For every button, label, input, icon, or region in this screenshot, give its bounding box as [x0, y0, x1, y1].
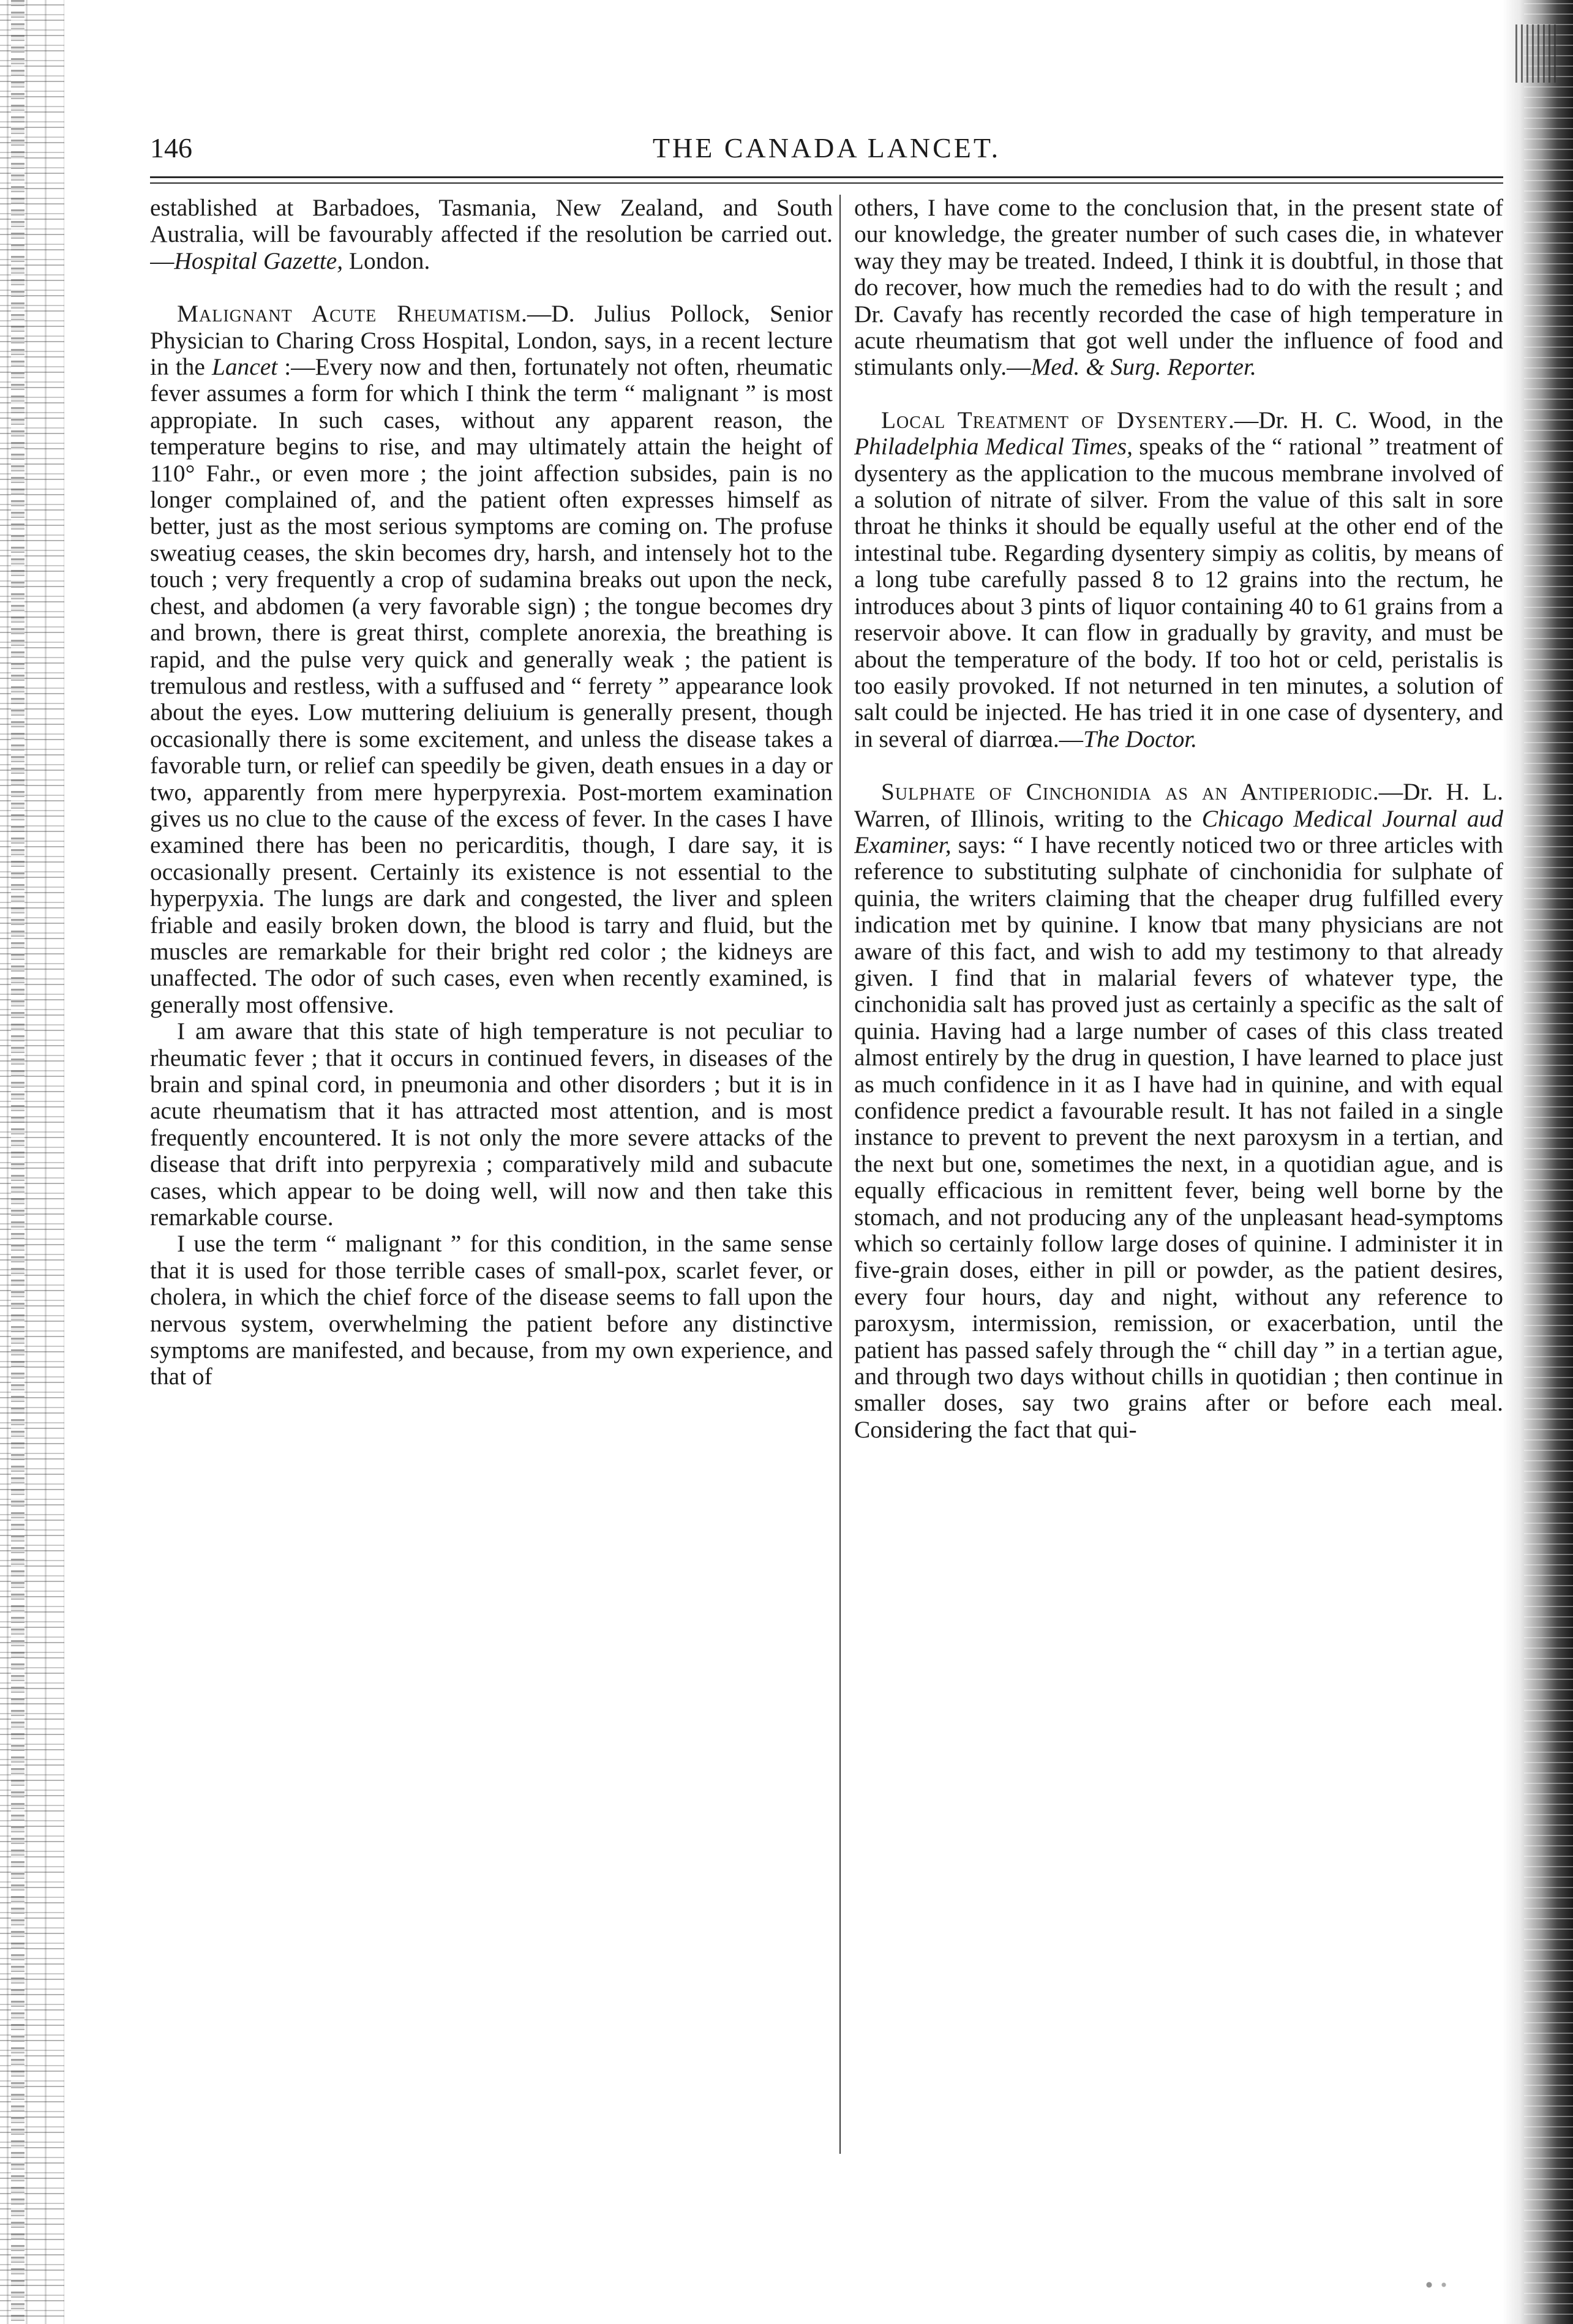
header-rule — [150, 176, 1503, 178]
paragraph-text: established at Barbadoes, Tasmania, New Zealand, and South Australia, will be favourably affected if the resolution be carried out.— — [150, 195, 833, 274]
journal-name: Philadelphia Medical Times, — [854, 433, 1133, 460]
scan-speck-mark — [1414, 2279, 1451, 2291]
source-citation: Med. & Surg. Reporter. — [1031, 353, 1256, 381]
continued-paragraph — [150, 195, 833, 274]
article-text: .—Dr. H. C. Wood, in the — [1228, 406, 1503, 433]
continued-paragraph — [854, 195, 1503, 381]
corner-scan-mark — [1515, 24, 1558, 83]
section-heading: Malignant Acute Rheumatism — [177, 300, 522, 328]
page-edge-right-texture — [1524, 0, 1573, 2324]
section-heading: Sulphate of Cinchonidia as an Antiperiodic — [881, 778, 1373, 806]
source-citation: The Doctor. — [1083, 725, 1198, 752]
article-text-cont: speaks of the “ rational ” treatment of dysentery as the application to the mucous membrane involved of a solution of nitrate of silver. From the value of this salt in sore throat he thinks it should be equally useful at the other end of the intestinal tube. Regarding dysentery simpiy as colitis, by means of a long tube carefully passed 8 to 12 grains into the rectum, he introduces about 3 pints of liquor containing 40 to 61 grains from a reservoir above. It can flow in gradually by gravity, and must be about the temperature of the body. If too hot or celd, peristalis is too easily provoked. If not neturned in ten minutes, a solution of salt could be injected. He has tried it in one case of dysentery, and in several of diarrœa.— — [854, 433, 1503, 752]
running-title: THE CANADA LANCET. — [652, 132, 1001, 163]
page-number: 146 — [150, 132, 192, 163]
article-malignant-acute-rheumatism — [150, 301, 833, 1018]
binding-stitch-left — [11, 0, 24, 2324]
article-sulphate-of-cinchonidia — [854, 779, 1503, 1443]
article-text: .—Dr. H. L. Warren, of Illinois, writing to the — [854, 778, 1503, 832]
source-citation: Hospital Gazette, — [174, 247, 344, 274]
paragraph-text-end: London. — [343, 247, 430, 274]
section-heading: Local Treatment of Dysentery — [881, 406, 1228, 433]
page-header — [150, 130, 1503, 167]
article-text: .—D. Julius Pollock, Senior Physician to Charing Cross Hospital, London, says, in a recent lecture in the — [150, 300, 833, 381]
paragraph: I use the term “ malignant ” for this condition, in the same sense that it is used for those terrible cases of small-pox, scarlet fever, or cholera, in which the chief force of the disease seems to fall upon the nervous system, overwhelming the patient before any distinctive symptoms are manifested, and because, from my own experience, and that of — [150, 1230, 833, 1390]
column-divider — [839, 195, 841, 2154]
article-text-cont: says: “ I have recently noticed two or three articles with reference to substituting sulphate of cinchonidia for sulphate of quinia, the writers claiming that the cheaper drug fulfilled every indication met by quinine. I know tbat many physicians are not aware of this fact, and wish to add my testimony to that already given. I find that in malarial fevers of whatever type, the cinchonidia salt has proved just as certainly a specific as the salt of quinia. Having had a large number of cases of this class treated almost entirely by the drug in question, I have learned to place just as much confidence in it as I have had in quinine, and with equal confidence predict a favourable result. It has not failed in a single instance to prevent to prevent the next paroxysm in a tertian, and the next but one, sometimes the next, in a quotidian ague, and is equally efficacious in remittent fever, being well borne by the stomach, and not producing any of the unpleasant head-symptoms which so certainly follow large doses of quinine. I administer it in five-grain doses, either in pill or powder, as the patient desires, every four hours, day and night, without any reference to paroxysm, intermission, remission, or exacerbation, until the patient has passed safely through the “ chill day ” in a tertian ague, and through two days without chills in quotidian ; then continue in smaller doses, say two grains after or before each meal. Considering the fact that qui- — [854, 831, 1503, 1443]
article-local-treatment-of-dysentery — [854, 407, 1503, 752]
paragraph: I am aware that this state of high temperature is not peculiar to rheumatic fever ; that it occurs in continued fevers, in diseases of the brain and spinal cord, in pneumonia and other disorders ; but it is in acute rheumatism that it has attracted most attention, and is most frequently encountered. It is not only the more severe attacks of the disease that drift into perpyrexia ; comparatively mild and subacute cases, which appear to be doing well, will now and then take this remarkable course. — [150, 1018, 833, 1231]
section-gap — [854, 752, 1503, 779]
section-gap — [150, 274, 833, 301]
article-text-cont: :—Every now and then, fortunately not often, rheumatic fever assumes a form for which I think the term “ malignant ” is most appropiate. In such cases, without any apparent reason, the temperature begins to rise, and may ultimately attain the height of 110° Fahr., or even more ; the joint affection subsides, pain is no longer complained of, and the patient often expresses himself as better, just as the most serious symptoms are coming on. The profuse sweatiug ceases, the skin becomes dry, harsh, and intensely hot to the touch ; very frequently a crop of sudamina breaks out upon the neck, chest, and abdomen (a very favorable sign) ; the tongue becomes dry and brown, there is great thirst, complete anorexia, the breathing is rapid, and the pulse very quick and generally weak ; the patient is tremulous and restless, with a suffused and “ ferrety ” appearance look about the eyes. Low muttering deliuium is generally present, though occasionally there is some excitement, and unless the disease takes a favorable turn, or relief can speedily be given, death ensues in a day or two, apparently from mere hyperpyrexia. Post-mortem examination gives us no clue to the cause of the excess of fever. In the cases I have examined there has been no pericarditis, though, I dare say, it is occasionally present. Certainly its existence is not essential to the hyperpyxia. The lungs are dark and congested, the liver and spleen friable and easily broken down, the blood is tarry and fluid, but the muscles are remarkable for their bright red color ; the kidneys are unaffected. The odor of such cases, even when recently examined, is generally most offensive. — [150, 353, 833, 1018]
paragraph-text: others, I have come to the conclusion that, in the present state of our knowledge, the greater number of such cases die, in whatever way they may be treated. Indeed, I think it is doubtful, in those that do recover, how much the remedies had to do with the result ; and Dr. Cavafy has recently recorded the case of high temperature in acute rheumatism that got well under the influence of food and stimulants only.— — [854, 195, 1503, 381]
left-column — [150, 195, 833, 2160]
journal-name: Chicago Medical Journal aud Examiner, — [854, 804, 1503, 858]
header-rule-secondary — [150, 182, 1503, 184]
section-gap — [854, 381, 1503, 407]
journal-name: Lancet — [211, 353, 278, 381]
binding-edge-left — [0, 0, 64, 2324]
right-column — [854, 195, 1503, 2160]
